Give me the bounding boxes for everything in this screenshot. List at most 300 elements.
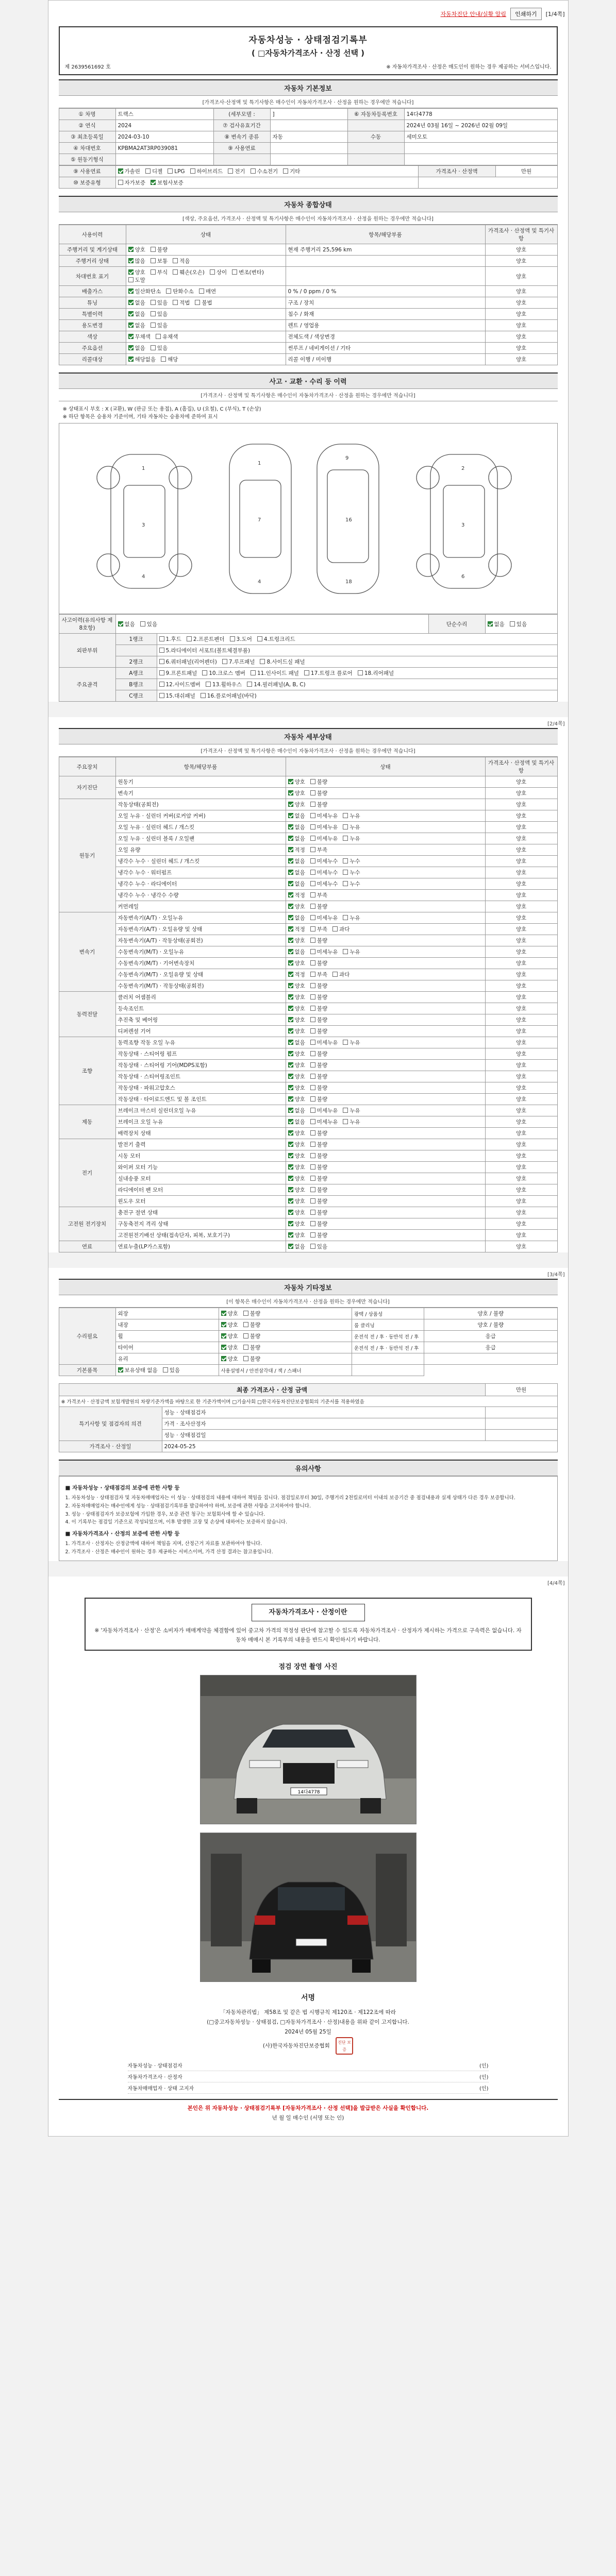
checkbox-icon[interactable] bbox=[310, 1153, 315, 1158]
option[interactable] bbox=[288, 801, 305, 808]
checkbox-icon[interactable] bbox=[145, 168, 151, 174]
option[interactable] bbox=[310, 1027, 327, 1035]
checkbox-icon[interactable] bbox=[221, 1356, 226, 1361]
option[interactable] bbox=[310, 1141, 327, 1148]
checkbox-icon[interactable] bbox=[310, 892, 315, 897]
checkbox-icon[interactable] bbox=[310, 1187, 315, 1192]
checkbox-icon[interactable] bbox=[310, 779, 315, 784]
option[interactable] bbox=[230, 635, 252, 643]
checkbox-icon[interactable] bbox=[310, 926, 315, 931]
option[interactable] bbox=[243, 1355, 260, 1363]
checkbox-icon[interactable] bbox=[151, 323, 156, 328]
option[interactable] bbox=[310, 835, 338, 842]
option[interactable] bbox=[243, 1344, 260, 1351]
option[interactable] bbox=[187, 635, 225, 643]
option[interactable] bbox=[151, 257, 168, 265]
checkbox-icon[interactable] bbox=[310, 915, 315, 920]
option[interactable] bbox=[206, 681, 242, 688]
checkbox-icon[interactable] bbox=[243, 1345, 248, 1350]
checkbox-icon[interactable] bbox=[199, 289, 204, 294]
option[interactable] bbox=[151, 321, 168, 329]
checkbox-icon[interactable] bbox=[173, 258, 178, 263]
checkbox-icon[interactable] bbox=[288, 949, 293, 954]
checkbox-icon[interactable] bbox=[251, 168, 256, 174]
option[interactable] bbox=[283, 167, 300, 175]
option[interactable] bbox=[151, 299, 168, 307]
option[interactable] bbox=[343, 823, 360, 831]
option[interactable] bbox=[310, 1152, 327, 1160]
option[interactable] bbox=[288, 1095, 305, 1103]
option[interactable] bbox=[159, 681, 201, 688]
checkbox-icon[interactable] bbox=[288, 1187, 293, 1192]
checkbox-icon[interactable] bbox=[128, 323, 134, 328]
option[interactable] bbox=[221, 1355, 238, 1363]
option[interactable] bbox=[332, 971, 349, 978]
checkbox-icon[interactable] bbox=[288, 779, 293, 784]
option[interactable] bbox=[288, 1050, 305, 1058]
checkbox-icon[interactable] bbox=[243, 1356, 248, 1361]
checkbox-icon[interactable] bbox=[288, 972, 293, 977]
option[interactable] bbox=[288, 778, 305, 786]
checkbox-icon[interactable] bbox=[288, 836, 293, 841]
checkbox-icon[interactable] bbox=[243, 1333, 248, 1338]
checkbox-icon[interactable] bbox=[190, 168, 195, 174]
option[interactable] bbox=[145, 167, 162, 175]
checkbox-icon[interactable] bbox=[310, 858, 315, 863]
checkbox-icon[interactable] bbox=[343, 881, 348, 886]
checkbox-icon[interactable] bbox=[288, 1017, 293, 1022]
option[interactable] bbox=[310, 971, 327, 978]
info-link[interactable]: 자동차진단 안내/실황 알림 bbox=[440, 11, 507, 18]
checkbox-icon[interactable] bbox=[343, 870, 348, 875]
option[interactable] bbox=[343, 880, 360, 888]
option[interactable] bbox=[151, 344, 168, 352]
checkbox-icon[interactable] bbox=[310, 1232, 315, 1238]
checkbox-icon[interactable] bbox=[156, 334, 161, 339]
checkbox-icon[interactable] bbox=[310, 938, 315, 943]
checkbox-icon[interactable] bbox=[310, 1051, 315, 1056]
checkbox-icon[interactable] bbox=[166, 289, 171, 294]
print-button[interactable]: 인쇄하기 bbox=[510, 8, 542, 20]
option[interactable] bbox=[310, 1220, 327, 1228]
option[interactable] bbox=[310, 778, 327, 786]
checkbox-icon[interactable] bbox=[159, 670, 164, 675]
option[interactable] bbox=[173, 268, 205, 276]
checkbox-icon[interactable] bbox=[310, 1176, 315, 1181]
checkbox-icon[interactable] bbox=[288, 1244, 293, 1249]
option[interactable] bbox=[310, 1118, 338, 1126]
option[interactable] bbox=[288, 1027, 305, 1035]
checkbox-icon[interactable] bbox=[288, 881, 293, 886]
checkbox-icon[interactable] bbox=[332, 926, 338, 931]
option[interactable] bbox=[288, 1084, 305, 1092]
option[interactable] bbox=[288, 1141, 305, 1148]
checkbox-icon[interactable] bbox=[310, 1244, 315, 1249]
option[interactable] bbox=[128, 344, 145, 352]
checkbox-icon[interactable] bbox=[195, 300, 200, 305]
checkbox-icon[interactable] bbox=[128, 247, 134, 252]
checkbox-icon[interactable] bbox=[288, 983, 293, 988]
checkbox-icon[interactable] bbox=[168, 168, 173, 174]
option[interactable] bbox=[166, 287, 194, 295]
option[interactable] bbox=[243, 1321, 260, 1329]
checkbox-icon[interactable] bbox=[310, 960, 315, 965]
option[interactable] bbox=[288, 1039, 305, 1046]
checkbox-icon[interactable] bbox=[202, 670, 207, 675]
option[interactable] bbox=[310, 1129, 327, 1137]
checkbox-icon[interactable] bbox=[310, 1062, 315, 1067]
option[interactable] bbox=[228, 167, 245, 175]
option[interactable] bbox=[310, 1163, 327, 1171]
option[interactable] bbox=[310, 869, 338, 876]
checkbox-icon[interactable] bbox=[310, 824, 315, 829]
checkbox-icon[interactable] bbox=[310, 1198, 315, 1204]
option[interactable] bbox=[151, 246, 168, 253]
option[interactable] bbox=[288, 1129, 305, 1137]
checkbox-icon[interactable] bbox=[251, 670, 256, 675]
checkbox-icon[interactable] bbox=[173, 269, 178, 275]
checkbox-icon[interactable] bbox=[343, 813, 348, 818]
option[interactable] bbox=[310, 1175, 327, 1182]
option[interactable] bbox=[288, 1152, 305, 1160]
option[interactable] bbox=[310, 891, 327, 899]
option[interactable] bbox=[343, 1107, 360, 1114]
option[interactable] bbox=[288, 993, 305, 1001]
checkbox-icon[interactable] bbox=[288, 915, 293, 920]
checkbox-icon[interactable] bbox=[310, 802, 315, 807]
option[interactable] bbox=[310, 1243, 327, 1250]
checkbox-icon[interactable] bbox=[159, 682, 164, 687]
option[interactable] bbox=[243, 1332, 260, 1340]
checkbox-icon[interactable] bbox=[332, 972, 338, 977]
option[interactable] bbox=[128, 257, 145, 265]
checkbox-icon[interactable] bbox=[151, 247, 156, 252]
option[interactable] bbox=[310, 1197, 327, 1205]
checkbox-icon[interactable] bbox=[288, 1085, 293, 1090]
option[interactable] bbox=[288, 846, 305, 854]
checkbox-icon[interactable] bbox=[310, 1221, 315, 1226]
option[interactable] bbox=[288, 1061, 305, 1069]
option[interactable] bbox=[288, 789, 305, 797]
checkbox-icon[interactable] bbox=[232, 269, 237, 275]
option[interactable] bbox=[159, 692, 195, 700]
option[interactable] bbox=[288, 1197, 305, 1205]
option[interactable] bbox=[310, 959, 327, 967]
checkbox-icon[interactable] bbox=[310, 1130, 315, 1136]
option[interactable] bbox=[151, 268, 168, 276]
checkbox-icon[interactable] bbox=[221, 1311, 226, 1316]
option[interactable] bbox=[343, 1039, 360, 1046]
checkbox-icon[interactable] bbox=[310, 972, 315, 977]
checkbox-icon[interactable] bbox=[288, 938, 293, 943]
checkbox-icon[interactable] bbox=[118, 1367, 123, 1372]
option[interactable] bbox=[288, 982, 305, 990]
option[interactable] bbox=[310, 789, 327, 797]
checkbox-icon[interactable] bbox=[288, 994, 293, 999]
checkbox-icon[interactable] bbox=[128, 300, 134, 305]
checkbox-icon[interactable] bbox=[206, 682, 211, 687]
option[interactable] bbox=[343, 812, 360, 820]
checkbox-icon[interactable] bbox=[257, 636, 262, 641]
checkbox-icon[interactable] bbox=[118, 180, 123, 185]
option[interactable] bbox=[118, 620, 135, 628]
checkbox-icon[interactable] bbox=[243, 1311, 248, 1316]
option[interactable] bbox=[310, 812, 338, 820]
option[interactable] bbox=[128, 276, 145, 284]
checkbox-icon[interactable] bbox=[159, 648, 164, 653]
option[interactable] bbox=[159, 669, 197, 677]
option[interactable] bbox=[343, 948, 360, 956]
checkbox-icon[interactable] bbox=[310, 1085, 315, 1090]
option[interactable] bbox=[140, 620, 157, 628]
checkbox-icon[interactable] bbox=[283, 168, 288, 174]
checkbox-icon[interactable] bbox=[288, 1006, 293, 1011]
checkbox-icon[interactable] bbox=[310, 994, 315, 999]
option[interactable] bbox=[304, 669, 353, 677]
checkbox-icon[interactable] bbox=[128, 289, 134, 294]
checkbox-icon[interactable] bbox=[128, 277, 134, 282]
option[interactable] bbox=[510, 620, 527, 628]
checkbox-icon[interactable] bbox=[343, 1040, 348, 1045]
option[interactable] bbox=[202, 669, 245, 677]
checkbox-icon[interactable] bbox=[288, 1232, 293, 1238]
checkbox-icon[interactable] bbox=[310, 1108, 315, 1113]
option[interactable] bbox=[243, 1310, 260, 1317]
option[interactable] bbox=[310, 937, 327, 944]
option[interactable] bbox=[163, 1366, 180, 1374]
checkbox-icon[interactable] bbox=[288, 1108, 293, 1113]
option[interactable] bbox=[247, 681, 306, 688]
option[interactable] bbox=[310, 948, 338, 956]
checkbox-icon[interactable] bbox=[310, 983, 315, 988]
checkbox-icon[interactable] bbox=[288, 824, 293, 829]
option[interactable] bbox=[128, 321, 145, 329]
option[interactable] bbox=[310, 914, 338, 922]
option[interactable] bbox=[128, 246, 145, 253]
checkbox-icon[interactable] bbox=[151, 258, 156, 263]
checkbox-icon[interactable] bbox=[221, 1333, 226, 1338]
option[interactable] bbox=[310, 1005, 327, 1012]
checkbox-icon[interactable] bbox=[310, 1017, 315, 1022]
checkbox-icon[interactable] bbox=[310, 790, 315, 795]
option[interactable] bbox=[128, 299, 145, 307]
checkbox-icon[interactable] bbox=[288, 1142, 293, 1147]
checkbox-icon[interactable] bbox=[310, 836, 315, 841]
checkbox-icon[interactable] bbox=[488, 621, 493, 626]
option[interactable] bbox=[128, 333, 151, 341]
option[interactable] bbox=[288, 925, 305, 933]
option[interactable] bbox=[118, 179, 146, 187]
option[interactable] bbox=[310, 1209, 327, 1216]
checkbox-icon[interactable] bbox=[230, 636, 235, 641]
option[interactable] bbox=[173, 299, 190, 307]
checkbox-icon[interactable] bbox=[310, 881, 315, 886]
option[interactable] bbox=[161, 355, 178, 363]
option[interactable] bbox=[332, 925, 349, 933]
option[interactable] bbox=[310, 1084, 327, 1092]
option[interactable] bbox=[288, 835, 305, 842]
option[interactable] bbox=[310, 1061, 327, 1069]
option[interactable] bbox=[128, 355, 156, 363]
checkbox-icon[interactable] bbox=[118, 621, 123, 626]
option[interactable] bbox=[310, 1186, 327, 1194]
checkbox-icon[interactable] bbox=[288, 1119, 293, 1124]
option[interactable] bbox=[232, 268, 264, 276]
option[interactable] bbox=[222, 658, 255, 666]
checkbox-icon[interactable] bbox=[310, 1096, 315, 1101]
option[interactable] bbox=[343, 869, 360, 876]
checkbox-icon[interactable] bbox=[128, 345, 134, 350]
option[interactable] bbox=[310, 1073, 327, 1080]
checkbox-icon[interactable] bbox=[288, 1062, 293, 1067]
checkbox-icon[interactable] bbox=[288, 790, 293, 795]
option[interactable] bbox=[310, 925, 327, 933]
option[interactable] bbox=[288, 812, 305, 820]
option[interactable] bbox=[343, 914, 360, 922]
checkbox-icon[interactable] bbox=[128, 258, 134, 263]
option[interactable] bbox=[257, 635, 295, 643]
checkbox-icon[interactable] bbox=[343, 858, 348, 863]
option[interactable] bbox=[288, 891, 305, 899]
option[interactable] bbox=[173, 257, 190, 265]
checkbox-icon[interactable] bbox=[159, 693, 164, 698]
option[interactable] bbox=[159, 635, 181, 643]
checkbox-icon[interactable] bbox=[173, 300, 178, 305]
checkbox-icon[interactable] bbox=[151, 311, 156, 316]
checkbox-icon[interactable] bbox=[288, 802, 293, 807]
checkbox-icon[interactable] bbox=[288, 926, 293, 931]
checkbox-icon[interactable] bbox=[310, 1006, 315, 1011]
option[interactable] bbox=[310, 1016, 327, 1024]
checkbox-icon[interactable] bbox=[288, 1210, 293, 1215]
checkbox-icon[interactable] bbox=[288, 892, 293, 897]
checkbox-icon[interactable] bbox=[288, 960, 293, 965]
option[interactable] bbox=[128, 310, 145, 318]
checkbox-icon[interactable] bbox=[247, 682, 252, 687]
checkbox-icon[interactable] bbox=[128, 311, 134, 316]
option[interactable] bbox=[288, 857, 305, 865]
option[interactable] bbox=[159, 647, 251, 654]
checkbox-icon[interactable] bbox=[343, 1119, 348, 1124]
checkbox-icon[interactable] bbox=[243, 1322, 248, 1327]
checkbox-icon[interactable] bbox=[304, 670, 309, 675]
option[interactable] bbox=[288, 869, 305, 876]
checkbox-icon[interactable] bbox=[310, 1142, 315, 1147]
checkbox-icon[interactable] bbox=[288, 1198, 293, 1204]
option[interactable] bbox=[210, 268, 227, 276]
checkbox-icon[interactable] bbox=[310, 870, 315, 875]
checkbox-icon[interactable] bbox=[288, 1153, 293, 1158]
checkbox-icon[interactable] bbox=[288, 1074, 293, 1079]
option[interactable] bbox=[159, 658, 217, 666]
checkbox-icon[interactable] bbox=[221, 1345, 226, 1350]
checkbox-icon[interactable] bbox=[288, 847, 293, 852]
option[interactable] bbox=[151, 310, 168, 318]
checkbox-icon[interactable] bbox=[310, 1164, 315, 1170]
option[interactable] bbox=[310, 982, 327, 990]
option[interactable] bbox=[310, 993, 327, 1001]
option[interactable] bbox=[195, 299, 212, 307]
checkbox-icon[interactable] bbox=[510, 621, 515, 626]
option[interactable] bbox=[288, 1107, 305, 1114]
checkbox-icon[interactable] bbox=[343, 949, 348, 954]
option[interactable] bbox=[288, 1073, 305, 1080]
checkbox-icon[interactable] bbox=[288, 1051, 293, 1056]
option[interactable] bbox=[288, 903, 305, 910]
checkbox-icon[interactable] bbox=[128, 357, 134, 362]
option[interactable] bbox=[310, 1107, 338, 1114]
checkbox-icon[interactable] bbox=[118, 168, 123, 174]
checkbox-icon[interactable] bbox=[310, 904, 315, 909]
option[interactable] bbox=[118, 167, 140, 175]
option[interactable] bbox=[310, 801, 327, 808]
option[interactable] bbox=[488, 620, 505, 628]
option[interactable] bbox=[310, 857, 338, 865]
checkbox-icon[interactable] bbox=[210, 269, 215, 275]
checkbox-icon[interactable] bbox=[288, 858, 293, 863]
checkbox-icon[interactable] bbox=[159, 636, 164, 641]
checkbox-icon[interactable] bbox=[187, 636, 192, 641]
option[interactable] bbox=[156, 333, 178, 341]
checkbox-icon[interactable] bbox=[222, 659, 227, 664]
option[interactable] bbox=[288, 1163, 305, 1171]
option[interactable] bbox=[343, 1118, 360, 1126]
checkbox-icon[interactable] bbox=[288, 1040, 293, 1045]
checkbox-icon[interactable] bbox=[260, 659, 265, 664]
option[interactable] bbox=[310, 1050, 327, 1058]
checkbox-icon[interactable] bbox=[128, 269, 134, 275]
checkbox-icon[interactable] bbox=[161, 357, 166, 362]
checkbox-icon[interactable] bbox=[228, 168, 233, 174]
option[interactable] bbox=[190, 167, 223, 175]
option[interactable] bbox=[168, 168, 185, 175]
checkbox-icon[interactable] bbox=[151, 300, 156, 305]
checkbox-icon[interactable] bbox=[358, 670, 363, 675]
checkbox-icon[interactable] bbox=[151, 180, 156, 185]
option[interactable] bbox=[343, 857, 360, 865]
option[interactable] bbox=[221, 1332, 238, 1340]
option[interactable] bbox=[288, 1175, 305, 1182]
checkbox-icon[interactable] bbox=[343, 1108, 348, 1113]
option[interactable] bbox=[288, 880, 305, 888]
option[interactable] bbox=[128, 287, 161, 295]
option[interactable] bbox=[310, 903, 327, 910]
checkbox-icon[interactable] bbox=[288, 870, 293, 875]
option[interactable] bbox=[310, 1039, 338, 1046]
option[interactable] bbox=[310, 1231, 327, 1239]
checkbox-icon[interactable] bbox=[128, 334, 134, 339]
option[interactable] bbox=[221, 1310, 238, 1317]
option[interactable] bbox=[288, 1220, 305, 1228]
option[interactable] bbox=[310, 846, 327, 854]
checkbox-icon[interactable] bbox=[343, 915, 348, 920]
checkbox-icon[interactable] bbox=[310, 813, 315, 818]
checkbox-icon[interactable] bbox=[310, 1040, 315, 1045]
option[interactable] bbox=[288, 937, 305, 944]
option[interactable] bbox=[251, 167, 278, 175]
checkbox-icon[interactable] bbox=[221, 1322, 226, 1327]
option[interactable] bbox=[201, 692, 257, 700]
option[interactable] bbox=[221, 1344, 238, 1351]
option[interactable] bbox=[288, 959, 305, 967]
option[interactable] bbox=[288, 823, 305, 831]
option[interactable] bbox=[310, 1095, 327, 1103]
option[interactable] bbox=[288, 914, 305, 922]
option[interactable] bbox=[358, 669, 394, 677]
option[interactable] bbox=[221, 1321, 238, 1329]
option[interactable] bbox=[288, 1209, 305, 1216]
checkbox-icon[interactable] bbox=[151, 269, 156, 275]
